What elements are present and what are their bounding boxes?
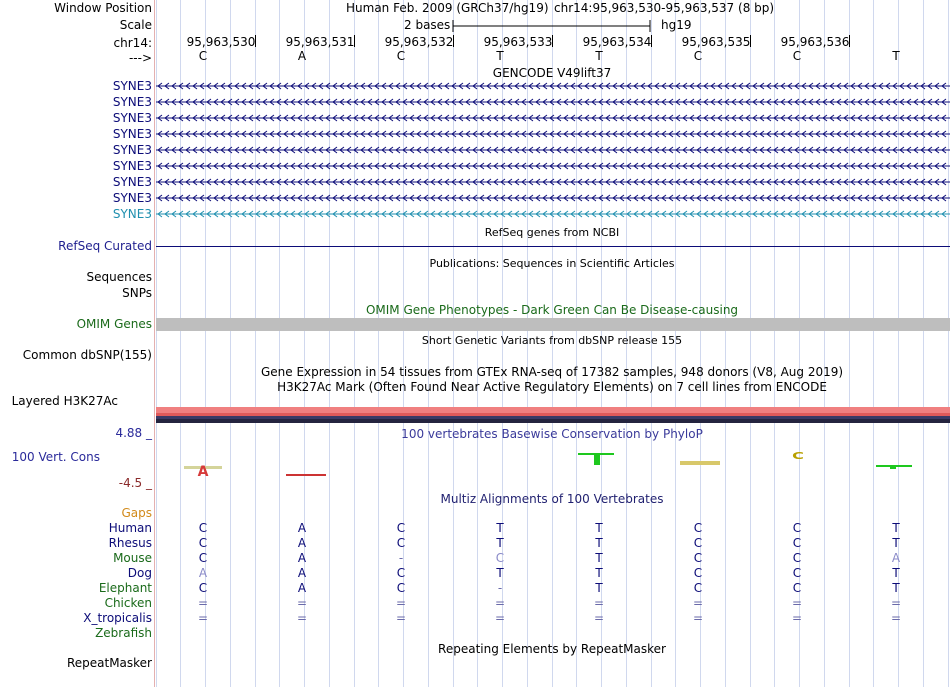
- multiz-title: Multiz Alignments of 100 Vertebrates: [440, 492, 664, 506]
- species-label-elephant[interactable]: Elephant: [98, 581, 152, 595]
- gencode-title: GENCODE V49lift37: [492, 66, 612, 80]
- alignment-base: =: [692, 596, 704, 610]
- gene-track-row[interactable]: [156, 81, 950, 91]
- alignment-base: C: [792, 551, 802, 565]
- reference-base: T: [595, 49, 603, 63]
- phylop-ymin: -4.5 _: [118, 476, 152, 490]
- label-divider: [154, 0, 155, 687]
- coordinate-tick: [453, 35, 454, 47]
- alignment-base: =: [494, 596, 506, 610]
- alignment-base: -: [398, 551, 404, 565]
- alignment-base: =: [890, 611, 902, 625]
- alignment-base: T: [892, 566, 900, 580]
- species-label-rhesus[interactable]: Rhesus: [108, 536, 152, 550]
- alignment-base: T: [496, 536, 504, 550]
- alignment-base: T: [496, 566, 504, 580]
- phylop-letter-c: C: [792, 450, 804, 462]
- alignment-base: [493, 626, 507, 640]
- reference-base: A: [297, 49, 307, 63]
- alignment-base: [196, 626, 210, 640]
- chrom-label: chr14:: [113, 36, 152, 50]
- publications-title: Publications: Sequences in Scientific Articles: [429, 257, 675, 270]
- track-labels: [0, 0, 154, 687]
- alignment-base: C: [693, 566, 703, 580]
- gene-label[interactable]: SYNE3: [112, 111, 152, 125]
- alignment-base: A: [297, 566, 307, 580]
- alignment-base: C: [396, 521, 406, 535]
- repeatmasker-title: Repeating Elements by RepeatMasker: [438, 642, 666, 656]
- strand-label: --->: [128, 51, 152, 65]
- alignment-base: [295, 626, 309, 640]
- alignment-base: =: [593, 596, 605, 610]
- refseq-label[interactable]: RefSeq Curated: [58, 239, 152, 253]
- gene-label[interactable]: SYNE3: [112, 175, 152, 189]
- alignment-base: T: [595, 581, 603, 595]
- alignment-base: =: [692, 611, 704, 625]
- alignment-base: [889, 626, 903, 640]
- alignment-base: C: [792, 581, 802, 595]
- coordinate-label: 95,963,534: [582, 35, 652, 49]
- alignment-base: C: [198, 551, 208, 565]
- alignment-base: C: [693, 536, 703, 550]
- phylop-logo: [156, 448, 950, 480]
- alignment-base: A: [198, 566, 208, 580]
- reference-base: C: [792, 49, 802, 63]
- species-label-zebrafish[interactable]: Zebrafish: [95, 626, 152, 640]
- gtex-title: Gene Expression in 54 tissues from GTEx RNA-seq of 17382 samples, 948 donors (V8, Aug 2019): [260, 365, 844, 379]
- gene-label[interactable]: SYNE3: [112, 79, 152, 93]
- alignment-base: A: [297, 551, 307, 565]
- species-label-chicken[interactable]: Chicken: [104, 596, 152, 610]
- alignment-base: -: [497, 581, 503, 595]
- gene-track-row[interactable]: [156, 161, 950, 171]
- window-position-label: Window Position: [54, 1, 152, 15]
- alignment-base: C: [792, 536, 802, 550]
- gene-track-row[interactable]: [156, 193, 950, 203]
- alignment-base: C: [198, 536, 208, 550]
- coordinate-label: 95,963,530: [186, 35, 256, 49]
- alignment-base: C: [693, 581, 703, 595]
- repeatmasker-label[interactable]: RepeatMasker: [66, 656, 152, 670]
- alignment-base: =: [197, 611, 209, 625]
- species-label-human[interactable]: Human: [108, 521, 152, 535]
- alignment-base: T: [496, 521, 504, 535]
- tracks-area[interactable]: [156, 0, 950, 687]
- coordinate-tick: [750, 35, 751, 47]
- reference-base: C: [396, 49, 406, 63]
- alignment-base: [394, 626, 408, 640]
- coordinate-tick: [651, 35, 652, 47]
- coordinate-tick: [255, 35, 256, 47]
- species-label-mouse[interactable]: Mouse: [113, 551, 152, 565]
- alignment-base: T: [892, 581, 900, 595]
- alignment-base: T: [595, 536, 603, 550]
- alignment-base: =: [593, 611, 605, 625]
- scale-text: 2 bases: [404, 18, 451, 32]
- omim-gene-bar[interactable]: [156, 318, 950, 331]
- reference-base: C: [198, 49, 208, 63]
- alignment-base: =: [791, 596, 803, 610]
- alignment-base: C: [198, 521, 208, 535]
- sequences-label[interactable]: Sequences: [86, 270, 152, 284]
- alignment-base: C: [792, 521, 802, 535]
- gene-track-row[interactable]: [156, 145, 950, 155]
- alignment-base: =: [395, 596, 407, 610]
- coordinate-label: 95,963,535: [681, 35, 751, 49]
- species-label-x_tropicalis[interactable]: X_tropicalis: [83, 611, 152, 625]
- gene-label[interactable]: SYNE3: [112, 207, 152, 221]
- alignment-base: A: [891, 551, 901, 565]
- omim-title: OMIM Gene Phenotypes - Dark Green Can Be Disease-causing: [365, 303, 739, 317]
- alignment-base: =: [197, 596, 209, 610]
- alignment-base: =: [395, 611, 407, 625]
- alignment-base: [592, 626, 606, 640]
- alignment-base: T: [892, 536, 900, 550]
- phylop-letter-a: A: [197, 464, 209, 480]
- h3k27ac-signal-dark: [156, 419, 950, 423]
- gene-track-row[interactable]: [156, 177, 950, 187]
- coordinate-tick: [354, 35, 355, 47]
- coordinate-label: 95,963,531: [285, 35, 355, 49]
- gene-label[interactable]: SYNE3: [112, 127, 152, 141]
- alignment-base: [790, 626, 804, 640]
- refseq-title: RefSeq genes from NCBI: [484, 226, 620, 239]
- omim-label[interactable]: OMIM Genes: [76, 317, 152, 331]
- position-text: chr14:95,963,530-95,963,537 (8 bp): [554, 1, 775, 15]
- coordinate-tick: [552, 35, 553, 47]
- h3k27ac-title: H3K27Ac Mark (Often Found Near Active Regulatory Elements) on 7 cell lines from ENCODE: [277, 380, 827, 394]
- coordinate-label: 95,963,536: [780, 35, 850, 49]
- scale-db: hg19: [661, 18, 692, 32]
- alignment-base: C: [396, 536, 406, 550]
- assembly-text: Human Feb. 2009 (GRCh37/hg19): [346, 1, 549, 15]
- alignment-base: =: [296, 596, 308, 610]
- alignment-base: C: [792, 566, 802, 580]
- phylop-ymax: 4.88 _: [115, 426, 152, 440]
- species-label-dog[interactable]: Dog: [127, 566, 152, 580]
- coordinate-label: 95,963,533: [483, 35, 553, 49]
- alignment-base: =: [296, 611, 308, 625]
- gene-label[interactable]: SYNE3: [112, 191, 152, 205]
- gene-track-row[interactable]: [156, 113, 950, 123]
- alignment-base: C: [495, 551, 505, 565]
- phylop-title: 100 vertebrates Basewise Conservation by PhyloP: [401, 427, 703, 441]
- alignment-base: C: [693, 521, 703, 535]
- scale-label: Scale: [119, 18, 152, 32]
- alignment-base: T: [595, 521, 603, 535]
- gene-label[interactable]: SYNE3: [112, 95, 152, 109]
- reference-base: T: [496, 49, 504, 63]
- alignment-base: C: [693, 551, 703, 565]
- alignment-base: T: [595, 551, 603, 565]
- gene-label[interactable]: SYNE3: [112, 143, 152, 157]
- alignment-base: =: [791, 611, 803, 625]
- alignment-base: A: [297, 536, 307, 550]
- coordinate-tick: [849, 35, 850, 47]
- gene-track-row[interactable]: [156, 209, 950, 219]
- reference-base: C: [693, 49, 703, 63]
- gene-track-row[interactable]: [156, 129, 950, 139]
- alignment-base: C: [198, 581, 208, 595]
- refseq-gene-line[interactable]: [156, 246, 950, 247]
- dbsnp-label[interactable]: Common dbSNP(155): [22, 348, 152, 362]
- alignment-base: =: [494, 611, 506, 625]
- alignment-base: C: [396, 581, 406, 595]
- alignment-base: T: [892, 521, 900, 535]
- alignment-base: =: [890, 596, 902, 610]
- gaps-label[interactable]: Gaps: [121, 506, 152, 520]
- h3k27ac-label[interactable]: Layered H3K27Ac: [11, 394, 118, 408]
- phylop-label[interactable]: 100 Vert. Cons: [11, 450, 100, 464]
- alignment-base: C: [396, 566, 406, 580]
- gene-track-row[interactable]: [156, 97, 950, 107]
- alignment-base: [691, 626, 705, 640]
- snps-label[interactable]: SNPs: [122, 286, 152, 300]
- gene-label[interactable]: SYNE3: [112, 159, 152, 173]
- alignment-base: A: [297, 521, 307, 535]
- scale-bar: [452, 18, 652, 34]
- reference-base: T: [892, 49, 900, 63]
- alignment-base: A: [297, 581, 307, 595]
- dbsnp-title: Short Genetic Variants from dbSNP release 155: [421, 334, 683, 347]
- coordinate-label: 95,963,532: [384, 35, 454, 49]
- alignment-base: T: [595, 566, 603, 580]
